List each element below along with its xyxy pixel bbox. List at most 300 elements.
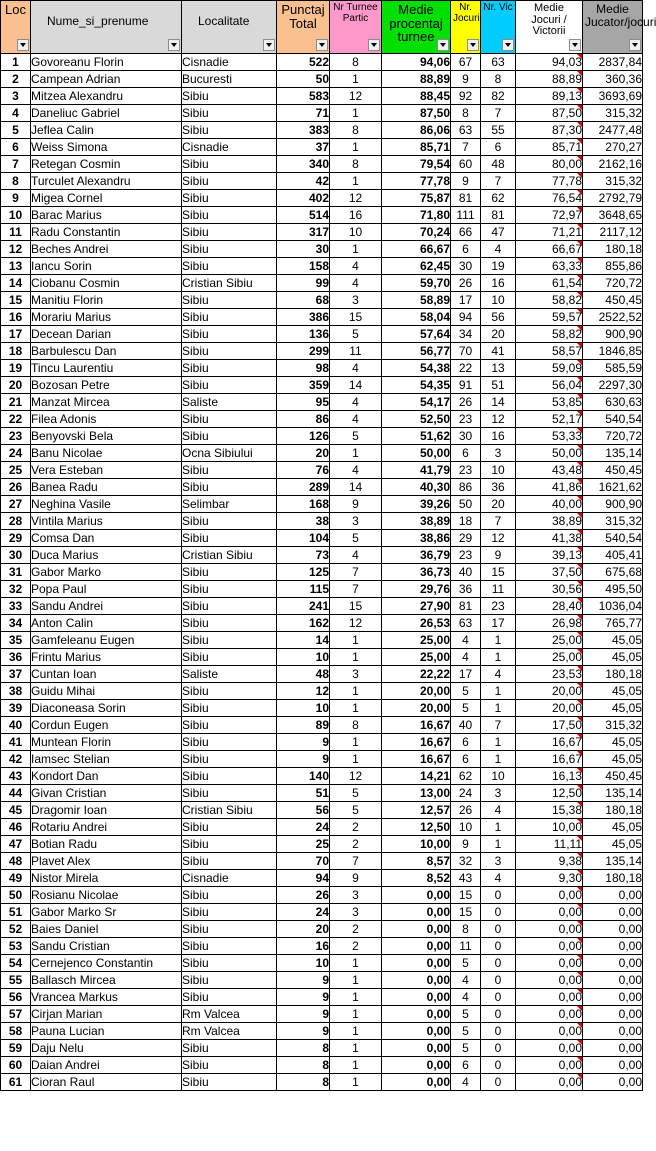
medie-jocuri-victorii-cell[interactable]: 63,33	[516, 258, 583, 275]
medie-jocuri-victorii-cell[interactable]: 10,00	[516, 819, 583, 836]
medie-jucator-jocuri-cell[interactable]: 0,00	[583, 921, 643, 938]
victorii-cell[interactable]: 81	[481, 207, 516, 224]
rank-cell[interactable]: 22	[1, 411, 31, 428]
medie-jocuri-victorii-cell[interactable]: 59,09	[516, 360, 583, 377]
victorii-cell[interactable]: 16	[481, 275, 516, 292]
procentaj-cell[interactable]: 50,00	[382, 445, 451, 462]
jocuri-cell[interactable]: 40	[451, 717, 481, 734]
turnee-cell[interactable]: 8	[330, 156, 382, 173]
medie-jucator-jocuri-cell[interactable]: 630,63	[583, 394, 643, 411]
procentaj-cell[interactable]: 56,77	[382, 343, 451, 360]
medie-jocuri-victorii-cell[interactable]: 0,00	[516, 887, 583, 904]
punctaj-cell[interactable]: 73	[277, 547, 330, 564]
punctaj-cell[interactable]: 38	[277, 513, 330, 530]
turnee-cell[interactable]: 1	[330, 1040, 382, 1057]
jocuri-cell[interactable]: 29	[451, 530, 481, 547]
city-cell[interactable]: Sibiu	[182, 768, 277, 785]
victorii-cell[interactable]: 0	[481, 1040, 516, 1057]
city-cell[interactable]: Sibiu	[182, 921, 277, 938]
punctaj-cell[interactable]: 76	[277, 462, 330, 479]
city-cell[interactable]: Sibiu	[182, 105, 277, 122]
rank-cell[interactable]: 12	[1, 241, 31, 258]
jocuri-cell[interactable]: 11	[451, 938, 481, 955]
procentaj-cell[interactable]: 54,35	[382, 377, 451, 394]
name-cell[interactable]: Retegan Cosmin	[31, 156, 182, 173]
city-cell[interactable]: Cristian Sibiu	[182, 275, 277, 292]
medie-jucator-jocuri-cell[interactable]: 0,00	[583, 955, 643, 972]
turnee-cell[interactable]: 1	[330, 139, 382, 156]
medie-jucator-jocuri-cell[interactable]: 0,00	[583, 989, 643, 1006]
turnee-cell[interactable]: 5	[330, 785, 382, 802]
jocuri-cell[interactable]: 4	[451, 649, 481, 666]
rank-cell[interactable]: 50	[1, 887, 31, 904]
medie-jocuri-victorii-cell[interactable]: 0,00	[516, 921, 583, 938]
medie-jocuri-victorii-cell[interactable]: 20,00	[516, 700, 583, 717]
medie-jucator-jocuri-cell[interactable]: 45,05	[583, 819, 643, 836]
medie-jucator-jocuri-cell[interactable]: 180,18	[583, 802, 643, 819]
jocuri-cell[interactable]: 9	[451, 173, 481, 190]
victorii-cell[interactable]: 23	[481, 598, 516, 615]
victorii-cell[interactable]: 10	[481, 768, 516, 785]
jocuri-cell[interactable]: 30	[451, 428, 481, 445]
turnee-cell[interactable]: 14	[330, 479, 382, 496]
name-cell[interactable]: Morariu Marius	[31, 309, 182, 326]
city-cell[interactable]: Sibiu	[182, 241, 277, 258]
procentaj-cell[interactable]: 22,22	[382, 666, 451, 683]
medie-jocuri-victorii-cell[interactable]: 37,50	[516, 564, 583, 581]
rank-cell[interactable]: 29	[1, 530, 31, 547]
jocuri-cell[interactable]: 50	[451, 496, 481, 513]
rank-cell[interactable]: 48	[1, 853, 31, 870]
medie-jucator-jocuri-cell[interactable]: 900,90	[583, 326, 643, 343]
name-cell[interactable]: Barbulescu Dan	[31, 343, 182, 360]
procentaj-cell[interactable]: 0,00	[382, 989, 451, 1006]
medie-jocuri-victorii-cell[interactable]: 28,40	[516, 598, 583, 615]
procentaj-cell[interactable]: 16,67	[382, 734, 451, 751]
medie-jocuri-victorii-cell[interactable]: 76,54	[516, 190, 583, 207]
city-cell[interactable]: Sibiu	[182, 224, 277, 241]
medie-jocuri-victorii-cell[interactable]: 0,00	[516, 972, 583, 989]
jocuri-cell[interactable]: 4	[451, 972, 481, 989]
turnee-cell[interactable]: 10	[330, 224, 382, 241]
turnee-cell[interactable]: 1	[330, 1074, 382, 1091]
victorii-cell[interactable]: 1	[481, 683, 516, 700]
victorii-cell[interactable]: 1	[481, 751, 516, 768]
punctaj-cell[interactable]: 89	[277, 717, 330, 734]
victorii-cell[interactable]: 4	[481, 802, 516, 819]
medie-jucator-jocuri-cell[interactable]: 45,05	[583, 632, 643, 649]
name-cell[interactable]: Vera Esteban	[31, 462, 182, 479]
city-cell[interactable]: Cisnadie	[182, 54, 277, 71]
procentaj-cell[interactable]: 94,06	[382, 54, 451, 71]
medie-jucator-jocuri-cell[interactable]: 0,00	[583, 1006, 643, 1023]
jocuri-cell[interactable]: 17	[451, 292, 481, 309]
name-cell[interactable]: Vintila Marius	[31, 513, 182, 530]
turnee-cell[interactable]: 1	[330, 1057, 382, 1074]
punctaj-cell[interactable]: 340	[277, 156, 330, 173]
jocuri-cell[interactable]: 23	[451, 462, 481, 479]
name-cell[interactable]: Iancu Sorin	[31, 258, 182, 275]
procentaj-cell[interactable]: 41,79	[382, 462, 451, 479]
jocuri-cell[interactable]: 26	[451, 394, 481, 411]
city-cell[interactable]: Sibiu	[182, 428, 277, 445]
rank-cell[interactable]: 57	[1, 1006, 31, 1023]
victorii-cell[interactable]: 82	[481, 88, 516, 105]
turnee-cell[interactable]: 1	[330, 632, 382, 649]
city-cell[interactable]: Sibiu	[182, 819, 277, 836]
punctaj-cell[interactable]: 68	[277, 292, 330, 309]
medie-jocuri-victorii-cell[interactable]: 0,00	[516, 904, 583, 921]
city-cell[interactable]: Sibiu	[182, 853, 277, 870]
turnee-cell[interactable]: 7	[330, 564, 382, 581]
procentaj-cell[interactable]: 0,00	[382, 972, 451, 989]
punctaj-cell[interactable]: 125	[277, 564, 330, 581]
medie-jucator-jocuri-cell[interactable]: 45,05	[583, 734, 643, 751]
turnee-cell[interactable]: 15	[330, 309, 382, 326]
city-cell[interactable]: Sibiu	[182, 462, 277, 479]
medie-jucator-jocuri-cell[interactable]: 0,00	[583, 972, 643, 989]
victorii-cell[interactable]: 0	[481, 1074, 516, 1091]
rank-cell[interactable]: 15	[1, 292, 31, 309]
name-cell[interactable]: Cernejenco Constantin	[31, 955, 182, 972]
procentaj-cell[interactable]: 25,00	[382, 632, 451, 649]
turnee-cell[interactable]: 15	[330, 598, 382, 615]
medie-jucator-jocuri-cell[interactable]: 315,32	[583, 173, 643, 190]
city-cell[interactable]: Sibiu	[182, 122, 277, 139]
filter-dropdown-icon[interactable]	[569, 39, 581, 51]
procentaj-cell[interactable]: 13,00	[382, 785, 451, 802]
city-cell[interactable]: Sibiu	[182, 683, 277, 700]
city-cell[interactable]: Sibiu	[182, 343, 277, 360]
medie-jucator-jocuri-cell[interactable]: 765,77	[583, 615, 643, 632]
turnee-cell[interactable]: 8	[330, 122, 382, 139]
victorii-cell[interactable]: 48	[481, 156, 516, 173]
name-cell[interactable]: Sandu Cristian	[31, 938, 182, 955]
name-cell[interactable]: Plavet Alex	[31, 853, 182, 870]
procentaj-cell[interactable]: 0,00	[382, 921, 451, 938]
city-cell[interactable]: Cristian Sibiu	[182, 547, 277, 564]
victorii-cell[interactable]: 1	[481, 734, 516, 751]
name-cell[interactable]: Govoreanu Florin	[31, 54, 182, 71]
procentaj-cell[interactable]: 16,67	[382, 751, 451, 768]
jocuri-cell[interactable]: 70	[451, 343, 481, 360]
punctaj-cell[interactable]: 8	[277, 1074, 330, 1091]
jocuri-cell[interactable]: 9	[451, 71, 481, 88]
name-cell[interactable]: Daneliuc Gabriel	[31, 105, 182, 122]
victorii-cell[interactable]: 1	[481, 700, 516, 717]
rank-cell[interactable]: 3	[1, 88, 31, 105]
name-cell[interactable]: Banea Radu	[31, 479, 182, 496]
procentaj-cell[interactable]: 85,71	[382, 139, 451, 156]
punctaj-cell[interactable]: 10	[277, 955, 330, 972]
punctaj-cell[interactable]: 162	[277, 615, 330, 632]
medie-jucator-jocuri-cell[interactable]: 2792,79	[583, 190, 643, 207]
name-cell[interactable]: Muntean Florin	[31, 734, 182, 751]
name-cell[interactable]: Radu Constantin	[31, 224, 182, 241]
rank-cell[interactable]: 36	[1, 649, 31, 666]
name-cell[interactable]: Daian Andrei	[31, 1057, 182, 1074]
filter-dropdown-icon[interactable]	[368, 39, 380, 51]
victorii-cell[interactable]: 0	[481, 921, 516, 938]
jocuri-cell[interactable]: 81	[451, 190, 481, 207]
medie-jucator-jocuri-cell[interactable]: 2837,84	[583, 54, 643, 71]
medie-jucator-jocuri-cell[interactable]: 450,45	[583, 292, 643, 309]
medie-jucator-jocuri-cell[interactable]: 2117,12	[583, 224, 643, 241]
city-cell[interactable]: Sibiu	[182, 972, 277, 989]
medie-jocuri-victorii-cell[interactable]: 0,00	[516, 955, 583, 972]
medie-jucator-jocuri-cell[interactable]: 315,32	[583, 717, 643, 734]
medie-jocuri-victorii-cell[interactable]: 9,30	[516, 870, 583, 887]
punctaj-cell[interactable]: 8	[277, 1057, 330, 1074]
medie-jocuri-victorii-cell[interactable]: 16,67	[516, 734, 583, 751]
rank-cell[interactable]: 55	[1, 972, 31, 989]
punctaj-cell[interactable]: 522	[277, 54, 330, 71]
jocuri-cell[interactable]: 91	[451, 377, 481, 394]
turnee-cell[interactable]: 4	[330, 547, 382, 564]
procentaj-cell[interactable]: 12,57	[382, 802, 451, 819]
jocuri-cell[interactable]: 18	[451, 513, 481, 530]
turnee-cell[interactable]: 12	[330, 88, 382, 105]
medie-jocuri-victorii-cell[interactable]: 50,00	[516, 445, 583, 462]
jocuri-cell[interactable]: 8	[451, 921, 481, 938]
city-cell[interactable]: Cisnadie	[182, 139, 277, 156]
punctaj-cell[interactable]: 42	[277, 173, 330, 190]
medie-jocuri-victorii-cell[interactable]: 77,78	[516, 173, 583, 190]
turnee-cell[interactable]: 12	[330, 768, 382, 785]
medie-jocuri-victorii-cell[interactable]: 85,71	[516, 139, 583, 156]
procentaj-cell[interactable]: 58,04	[382, 309, 451, 326]
punctaj-cell[interactable]: 70	[277, 853, 330, 870]
victorii-cell[interactable]: 41	[481, 343, 516, 360]
medie-jucator-jocuri-cell[interactable]: 180,18	[583, 870, 643, 887]
city-cell[interactable]: Ocna Sibiului	[182, 445, 277, 462]
punctaj-cell[interactable]: 20	[277, 445, 330, 462]
medie-jocuri-victorii-cell[interactable]: 9,38	[516, 853, 583, 870]
name-cell[interactable]: Banu Nicolae	[31, 445, 182, 462]
medie-jocuri-victorii-cell[interactable]: 58,82	[516, 326, 583, 343]
victorii-cell[interactable]: 1	[481, 632, 516, 649]
turnee-cell[interactable]: 4	[330, 394, 382, 411]
victorii-cell[interactable]: 47	[481, 224, 516, 241]
medie-jocuri-victorii-cell[interactable]: 39,13	[516, 547, 583, 564]
medie-jucator-jocuri-cell[interactable]: 180,18	[583, 241, 643, 258]
name-cell[interactable]: Kondort Dan	[31, 768, 182, 785]
rank-cell[interactable]: 54	[1, 955, 31, 972]
medie-jocuri-victorii-cell[interactable]: 38,89	[516, 513, 583, 530]
rank-cell[interactable]: 4	[1, 105, 31, 122]
procentaj-cell[interactable]: 27,90	[382, 598, 451, 615]
rank-cell[interactable]: 31	[1, 564, 31, 581]
jocuri-cell[interactable]: 22	[451, 360, 481, 377]
procentaj-cell[interactable]: 75,87	[382, 190, 451, 207]
victorii-cell[interactable]: 13	[481, 360, 516, 377]
medie-jocuri-victorii-cell[interactable]: 16,13	[516, 768, 583, 785]
victorii-cell[interactable]: 51	[481, 377, 516, 394]
name-cell[interactable]: Diaconeasa Sorin	[31, 700, 182, 717]
medie-jocuri-victorii-cell[interactable]: 53,85	[516, 394, 583, 411]
victorii-cell[interactable]: 17	[481, 615, 516, 632]
city-cell[interactable]: Sibiu	[182, 309, 277, 326]
rank-cell[interactable]: 27	[1, 496, 31, 513]
punctaj-cell[interactable]: 86	[277, 411, 330, 428]
filter-dropdown-icon[interactable]	[168, 39, 180, 51]
turnee-cell[interactable]: 8	[330, 54, 382, 71]
procentaj-cell[interactable]: 14,21	[382, 768, 451, 785]
jocuri-cell[interactable]: 26	[451, 275, 481, 292]
rank-cell[interactable]: 42	[1, 751, 31, 768]
procentaj-cell[interactable]: 71,80	[382, 207, 451, 224]
turnee-cell[interactable]: 3	[330, 292, 382, 309]
victorii-cell[interactable]: 0	[481, 955, 516, 972]
medie-jucator-jocuri-cell[interactable]: 0,00	[583, 1074, 643, 1091]
victorii-cell[interactable]: 14	[481, 394, 516, 411]
medie-jucator-jocuri-cell[interactable]: 0,00	[583, 1057, 643, 1074]
punctaj-cell[interactable]: 30	[277, 241, 330, 258]
procentaj-cell[interactable]: 79,54	[382, 156, 451, 173]
procentaj-cell[interactable]: 57,64	[382, 326, 451, 343]
turnee-cell[interactable]: 1	[330, 955, 382, 972]
rank-cell[interactable]: 43	[1, 768, 31, 785]
city-cell[interactable]: Sibiu	[182, 887, 277, 904]
victorii-cell[interactable]: 0	[481, 938, 516, 955]
filter-dropdown-icon[interactable]	[437, 39, 449, 51]
turnee-cell[interactable]: 5	[330, 530, 382, 547]
victorii-cell[interactable]: 9	[481, 547, 516, 564]
name-cell[interactable]: Botian Radu	[31, 836, 182, 853]
filter-dropdown-icon[interactable]	[467, 39, 479, 51]
punctaj-cell[interactable]: 126	[277, 428, 330, 445]
medie-jucator-jocuri-cell[interactable]: 720,72	[583, 428, 643, 445]
jocuri-cell[interactable]: 5	[451, 1006, 481, 1023]
name-cell[interactable]: Manzat Mircea	[31, 394, 182, 411]
medie-jucator-jocuri-cell[interactable]: 0,00	[583, 887, 643, 904]
victorii-cell[interactable]: 56	[481, 309, 516, 326]
name-cell[interactable]: Neghina Vasile	[31, 496, 182, 513]
punctaj-cell[interactable]: 514	[277, 207, 330, 224]
punctaj-cell[interactable]: 10	[277, 700, 330, 717]
medie-jucator-jocuri-cell[interactable]: 540,54	[583, 530, 643, 547]
rank-cell[interactable]: 6	[1, 139, 31, 156]
jocuri-cell[interactable]: 5	[451, 1023, 481, 1040]
turnee-cell[interactable]: 4	[330, 258, 382, 275]
medie-jocuri-victorii-cell[interactable]: 56,04	[516, 377, 583, 394]
medie-jocuri-victorii-cell[interactable]: 0,00	[516, 1074, 583, 1091]
procentaj-cell[interactable]: 54,38	[382, 360, 451, 377]
turnee-cell[interactable]: 2	[330, 836, 382, 853]
punctaj-cell[interactable]: 104	[277, 530, 330, 547]
victorii-cell[interactable]: 12	[481, 530, 516, 547]
city-cell[interactable]: Sibiu	[182, 377, 277, 394]
medie-jucator-jocuri-cell[interactable]: 2162,16	[583, 156, 643, 173]
jocuri-cell[interactable]: 17	[451, 666, 481, 683]
name-cell[interactable]: Frintu Marius	[31, 649, 182, 666]
jocuri-cell[interactable]: 5	[451, 955, 481, 972]
rank-cell[interactable]: 21	[1, 394, 31, 411]
jocuri-cell[interactable]: 94	[451, 309, 481, 326]
medie-jocuri-victorii-cell[interactable]: 41,38	[516, 530, 583, 547]
medie-jocuri-victorii-cell[interactable]: 58,82	[516, 292, 583, 309]
jocuri-cell[interactable]: 92	[451, 88, 481, 105]
medie-jucator-jocuri-cell[interactable]: 1036,04	[583, 598, 643, 615]
turnee-cell[interactable]: 9	[330, 496, 382, 513]
medie-jucator-jocuri-cell[interactable]: 675,68	[583, 564, 643, 581]
name-cell[interactable]: Pauna Lucian	[31, 1023, 182, 1040]
turnee-cell[interactable]: 7	[330, 581, 382, 598]
punctaj-cell[interactable]: 16	[277, 938, 330, 955]
victorii-cell[interactable]: 3	[481, 445, 516, 462]
punctaj-cell[interactable]: 9	[277, 751, 330, 768]
procentaj-cell[interactable]: 0,00	[382, 904, 451, 921]
jocuri-cell[interactable]: 111	[451, 207, 481, 224]
procentaj-cell[interactable]: 16,67	[382, 717, 451, 734]
turnee-cell[interactable]: 1	[330, 445, 382, 462]
victorii-cell[interactable]: 19	[481, 258, 516, 275]
name-cell[interactable]: Campean Adrian	[31, 71, 182, 88]
medie-jocuri-victorii-cell[interactable]: 88,89	[516, 71, 583, 88]
jocuri-cell[interactable]: 63	[451, 122, 481, 139]
jocuri-cell[interactable]: 6	[451, 734, 481, 751]
city-cell[interactable]: Sibiu	[182, 530, 277, 547]
jocuri-cell[interactable]: 81	[451, 598, 481, 615]
punctaj-cell[interactable]: 50	[277, 71, 330, 88]
jocuri-cell[interactable]: 5	[451, 700, 481, 717]
city-cell[interactable]: Sibiu	[182, 1074, 277, 1091]
victorii-cell[interactable]: 3	[481, 853, 516, 870]
jocuri-cell[interactable]: 63	[451, 615, 481, 632]
city-cell[interactable]: Sibiu	[182, 360, 277, 377]
city-cell[interactable]: Saliste	[182, 394, 277, 411]
city-cell[interactable]: Rm Valcea	[182, 1023, 277, 1040]
punctaj-cell[interactable]: 9	[277, 989, 330, 1006]
rank-cell[interactable]: 51	[1, 904, 31, 921]
victorii-cell[interactable]: 11	[481, 581, 516, 598]
medie-jocuri-victorii-cell[interactable]: 80,00	[516, 156, 583, 173]
medie-jocuri-victorii-cell[interactable]: 41,86	[516, 479, 583, 496]
city-cell[interactable]: Sibiu	[182, 88, 277, 105]
procentaj-cell[interactable]: 66,67	[382, 241, 451, 258]
victorii-cell[interactable]: 15	[481, 564, 516, 581]
medie-jocuri-victorii-cell[interactable]: 0,00	[516, 1057, 583, 1074]
procentaj-cell[interactable]: 70,24	[382, 224, 451, 241]
jocuri-cell[interactable]: 60	[451, 156, 481, 173]
punctaj-cell[interactable]: 14	[277, 632, 330, 649]
punctaj-cell[interactable]: 37	[277, 139, 330, 156]
jocuri-cell[interactable]: 26	[451, 802, 481, 819]
turnee-cell[interactable]: 1	[330, 173, 382, 190]
punctaj-cell[interactable]: 95	[277, 394, 330, 411]
punctaj-cell[interactable]: 8	[277, 1040, 330, 1057]
name-cell[interactable]: Cordun Eugen	[31, 717, 182, 734]
name-cell[interactable]: Beches Andrei	[31, 241, 182, 258]
procentaj-cell[interactable]: 58,89	[382, 292, 451, 309]
medie-jocuri-victorii-cell[interactable]: 87,50	[516, 105, 583, 122]
turnee-cell[interactable]: 1	[330, 1023, 382, 1040]
city-cell[interactable]: Sibiu	[182, 258, 277, 275]
rank-cell[interactable]: 52	[1, 921, 31, 938]
victorii-cell[interactable]: 62	[481, 190, 516, 207]
jocuri-cell[interactable]: 23	[451, 547, 481, 564]
procentaj-cell[interactable]: 12,50	[382, 819, 451, 836]
turnee-cell[interactable]: 5	[330, 802, 382, 819]
victorii-cell[interactable]: 0	[481, 1023, 516, 1040]
rank-cell[interactable]: 26	[1, 479, 31, 496]
city-cell[interactable]: Sibiu	[182, 207, 277, 224]
punctaj-cell[interactable]: 94	[277, 870, 330, 887]
victorii-cell[interactable]: 10	[481, 292, 516, 309]
city-cell[interactable]: Sibiu	[182, 615, 277, 632]
filter-dropdown-icon[interactable]	[502, 39, 514, 51]
rank-cell[interactable]: 53	[1, 938, 31, 955]
